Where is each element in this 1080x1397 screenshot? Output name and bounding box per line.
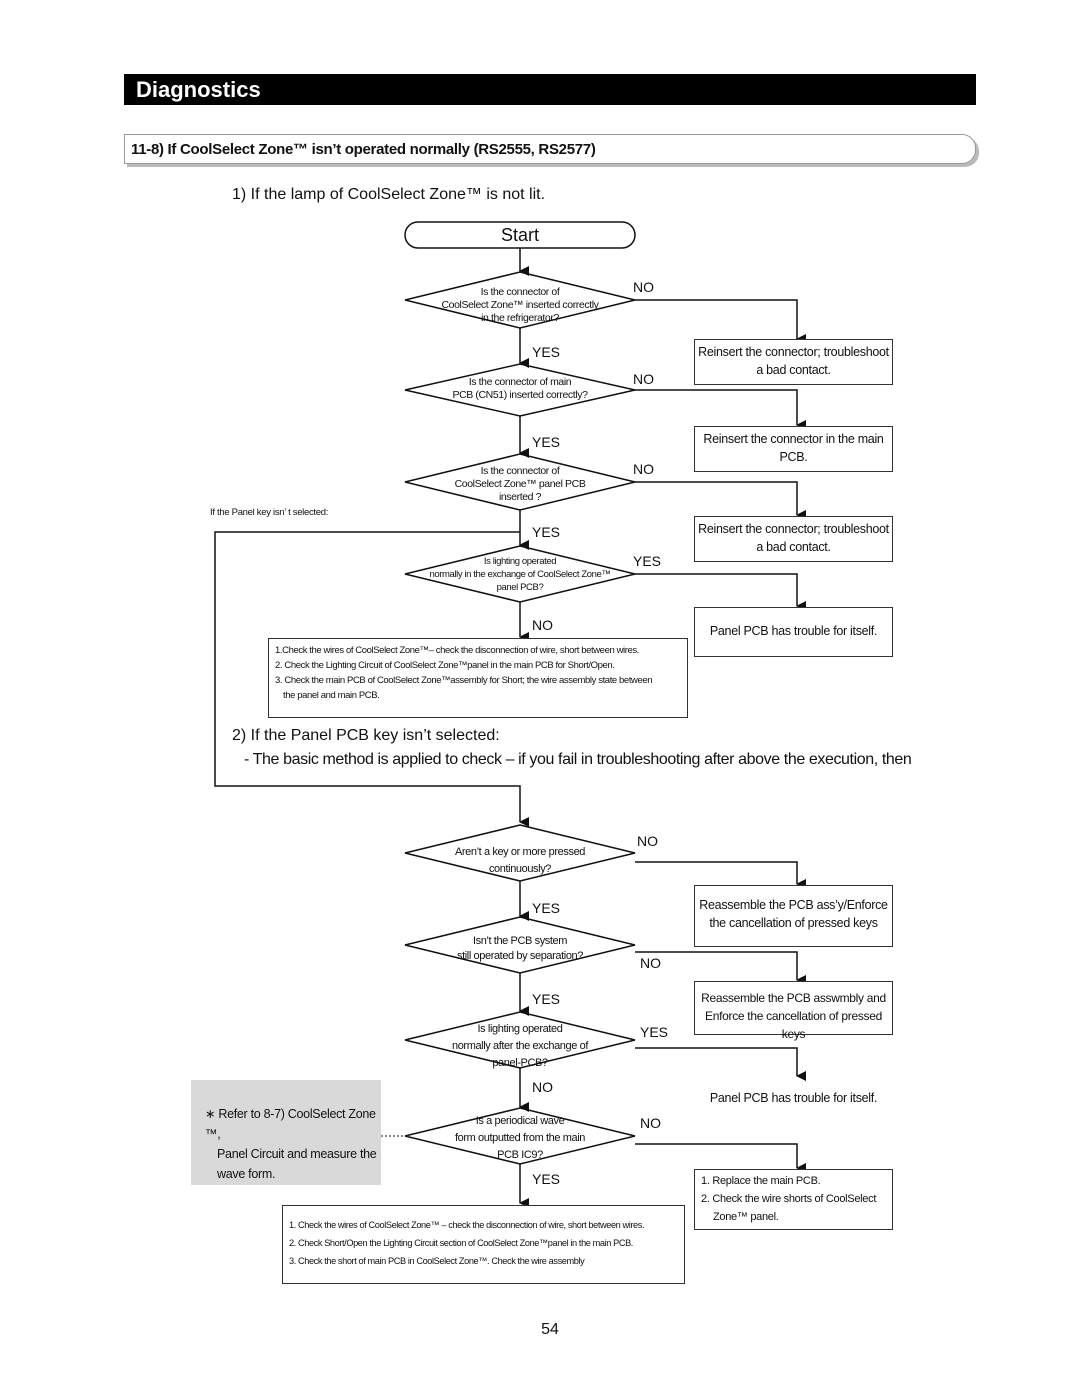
action-box: 1. Replace the main PCB. 2. Check the wire shorts of CoolSelect Zone™ panel. [694,1169,893,1230]
panel-key-note: If the Panel key isn’ t selected: [210,507,329,518]
checks-box: 1.Check the wires of CoolSelect Zone™– check the disconnection of wire, short between wires. 2. Check the Lighting Circuit of CoolSelect Zone™panel in the main PCB for Short/Open. 3. Check the main PCB of CoolSelect Zone™assembly for Short; the wire assembly state between the panel and main PCB. [268,638,688,718]
section-title: 11-8) If CoolSelect Zone™ isn’t operated normally (RS2555, RS2577) [124,134,976,164]
page-number: 54 [541,1321,559,1338]
no-label: NO [633,279,654,295]
part2-text: - The basic method is applied to check – if you fail in troubleshooting after above the execution, then [244,751,912,768]
no-label: NO [532,617,553,633]
yes-label: YES [532,900,561,916]
action-box: Reinsert the connector in the main PCB. [694,426,893,472]
decision-text: Is the connector of CoolSelect Zone™ panel PCB inserted ? [454,465,586,503]
no-label: NO [640,1115,661,1131]
action-box: Reinsert the connector; troubleshoot a bad contact. [694,339,893,385]
no-label: NO [532,1079,553,1095]
part2-heading: 2) If the Panel PCB key isn’t selected: [232,727,500,744]
diagnostics-banner: Diagnostics [124,74,976,105]
no-label: NO [633,461,654,477]
no-label: NO [637,833,658,849]
reference-note: ∗ Refer to 8-7) CoolSelect Zone ™, Panel Circuit and measure the wave form. [191,1080,381,1185]
no-label: NO [633,371,654,387]
decision-text: Is a periodical wave form outputted from the main PCB IC9? [454,1115,586,1161]
decision-text: Is the connector of CoolSelect Zone™ inserted correctly in the refrigerator? [441,286,599,324]
yes-label: YES [532,344,561,360]
yes-label: YES [532,1171,561,1187]
action-text: Panel PCB has trouble for itself. [709,1091,878,1105]
checks-box: 1. Check the wires of CoolSelect Zone™ – check the disconnection of wire, short between wires. 2. Check Short/Open the Lighting Circuit section of CoolSelect Zone™panel in the main PCB. 3. Check the short of main PCB in CoolSelect Zone™. Check the wire assembly [282,1205,685,1284]
action-box: Panel PCB has trouble for itself. [694,607,893,657]
start-label: Start [500,225,539,245]
yes-label: YES [532,991,561,1007]
decision-text: Is lighting operated normally after the exchange of panel-PCB? [452,1023,588,1069]
action-box: Reassemble the PCB asswmbly and Enforce the cancellation of pressed keys [694,981,893,1035]
yes-label: YES [532,524,561,540]
decision-text: Aren’t a key or more pressed continuously? [454,846,586,875]
yes-label: YES [633,553,662,569]
decision-text: Isn’t the PCB system still operated by separation? [457,935,583,962]
decision-text: Is lighting operated normally in the exchange of CoolSelect Zone™ panel PCB? [429,556,611,593]
part1-heading: 1) If the lamp of CoolSelect Zone™ is not lit. [232,186,546,203]
action-box: Reinsert the connector; troubleshoot a bad contact. [694,516,893,562]
yes-label: YES [640,1024,669,1040]
no-label: NO [640,955,661,971]
decision-text: Is the connector of main PCB (CN51) inserted correctly? [452,376,588,401]
action-box: Reassemble the PCB ass’y/Enforce the cancellation of pressed keys [694,885,893,947]
yes-label: YES [532,434,561,450]
